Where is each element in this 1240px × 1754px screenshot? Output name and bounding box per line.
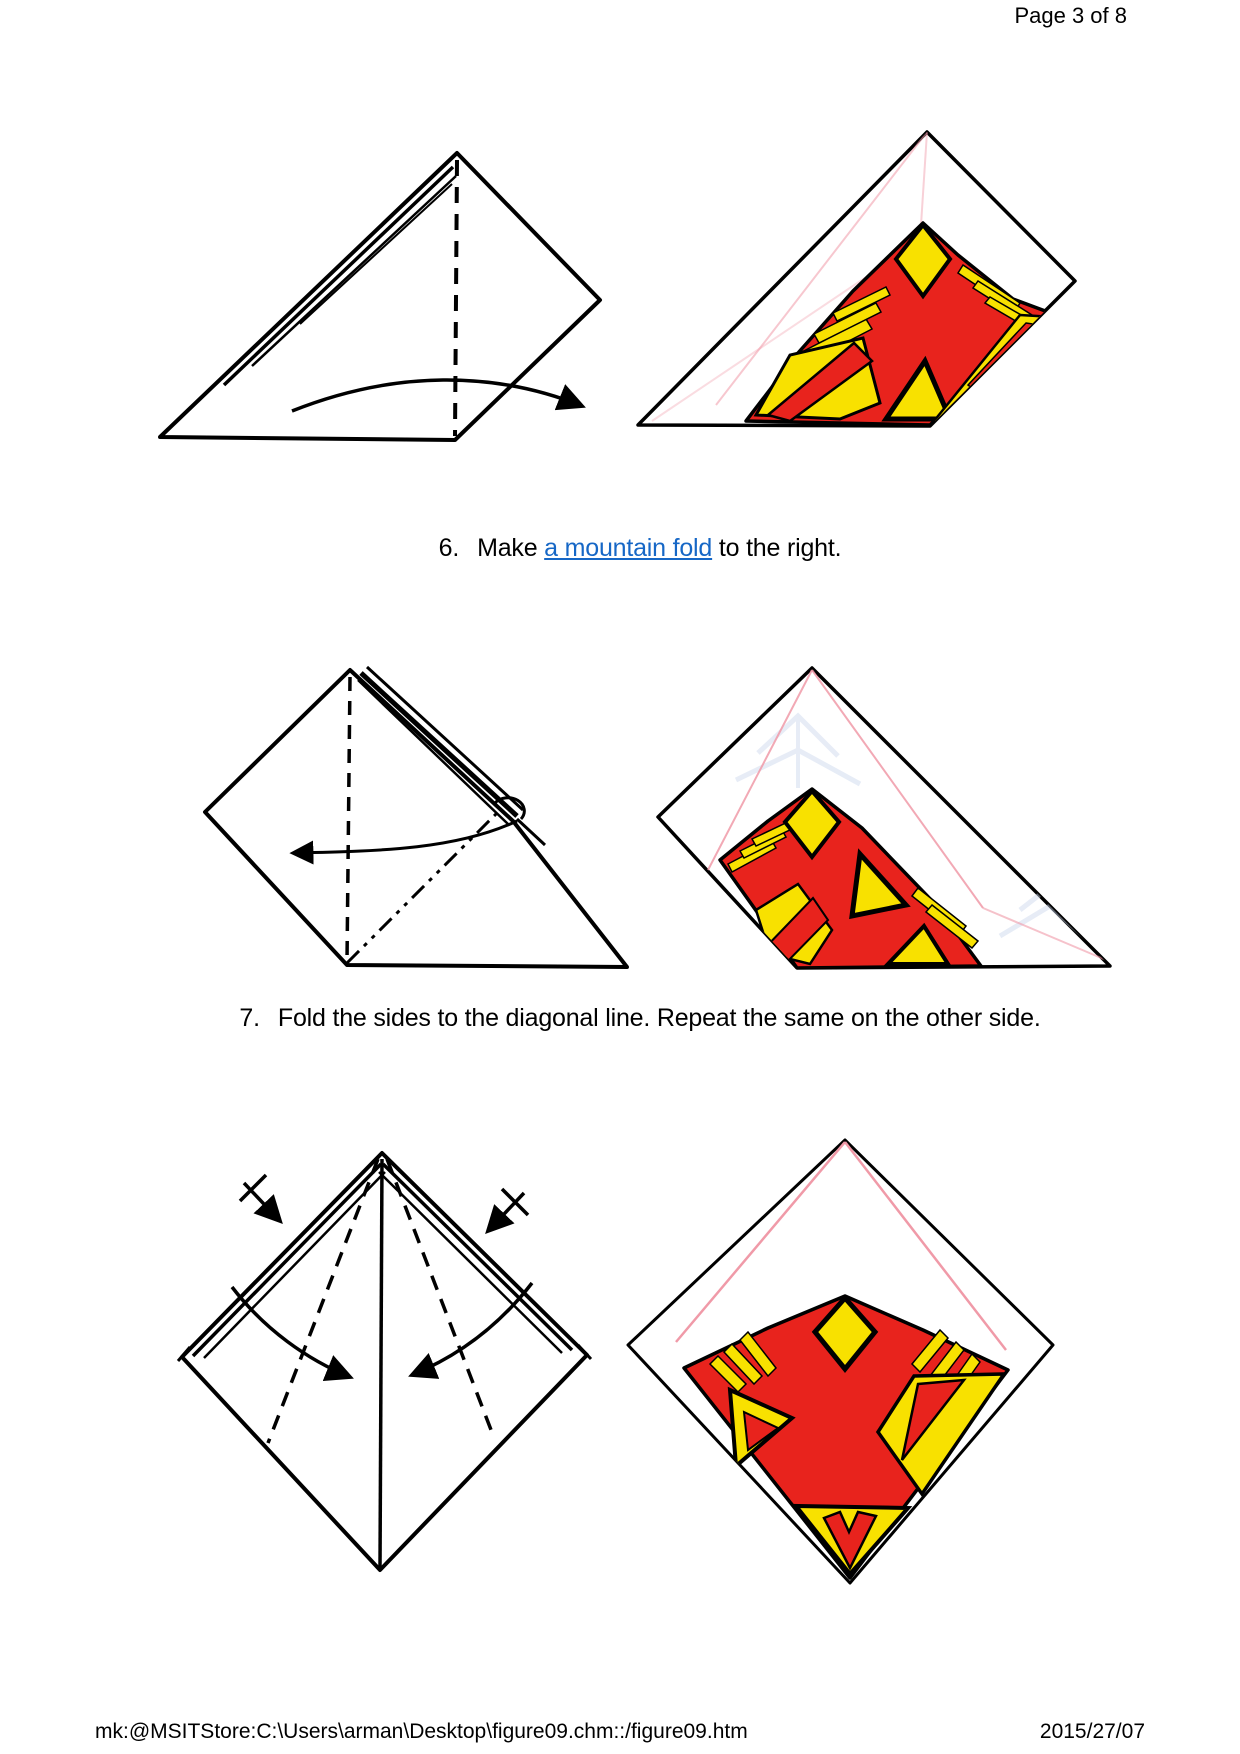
step7-text: Fold the sides to the diagonal line. Repeat the same on the other side. bbox=[277, 1004, 1041, 1032]
print-footer bbox=[95, 1720, 1145, 1744]
step7-paper-photo bbox=[648, 658, 1116, 976]
step6-text-after: to the right. bbox=[712, 534, 842, 562]
paper-outline bbox=[160, 153, 600, 440]
page-indicator: Page 3 of 8 bbox=[1014, 3, 1127, 28]
footer-date: 2015/27/07 bbox=[1039, 1720, 1145, 1743]
mountain-fold-link[interactable]: a mountain fold bbox=[544, 534, 713, 562]
step7-caption bbox=[20, 1004, 1240, 1033]
result-paper-photo bbox=[618, 1128, 1063, 1598]
step7-fold-diagram bbox=[195, 655, 645, 980]
footer-source-path: mk:@MSITStore:C:\Users\arman\Desktop\figure09.chm::/figure09.htm bbox=[95, 1720, 748, 1743]
step7-number: 7. bbox=[239, 1004, 260, 1032]
step6-number: 6. bbox=[438, 534, 460, 562]
paper-outline bbox=[205, 670, 627, 967]
center-crease-line bbox=[380, 1159, 382, 1567]
next-step-fold-diagram bbox=[160, 1075, 605, 1580]
step6-paper-photo bbox=[628, 103, 1093, 448]
step6-fold-diagram bbox=[140, 108, 610, 448]
step6-text-before: Make bbox=[477, 534, 545, 562]
step6-caption bbox=[20, 534, 1240, 563]
